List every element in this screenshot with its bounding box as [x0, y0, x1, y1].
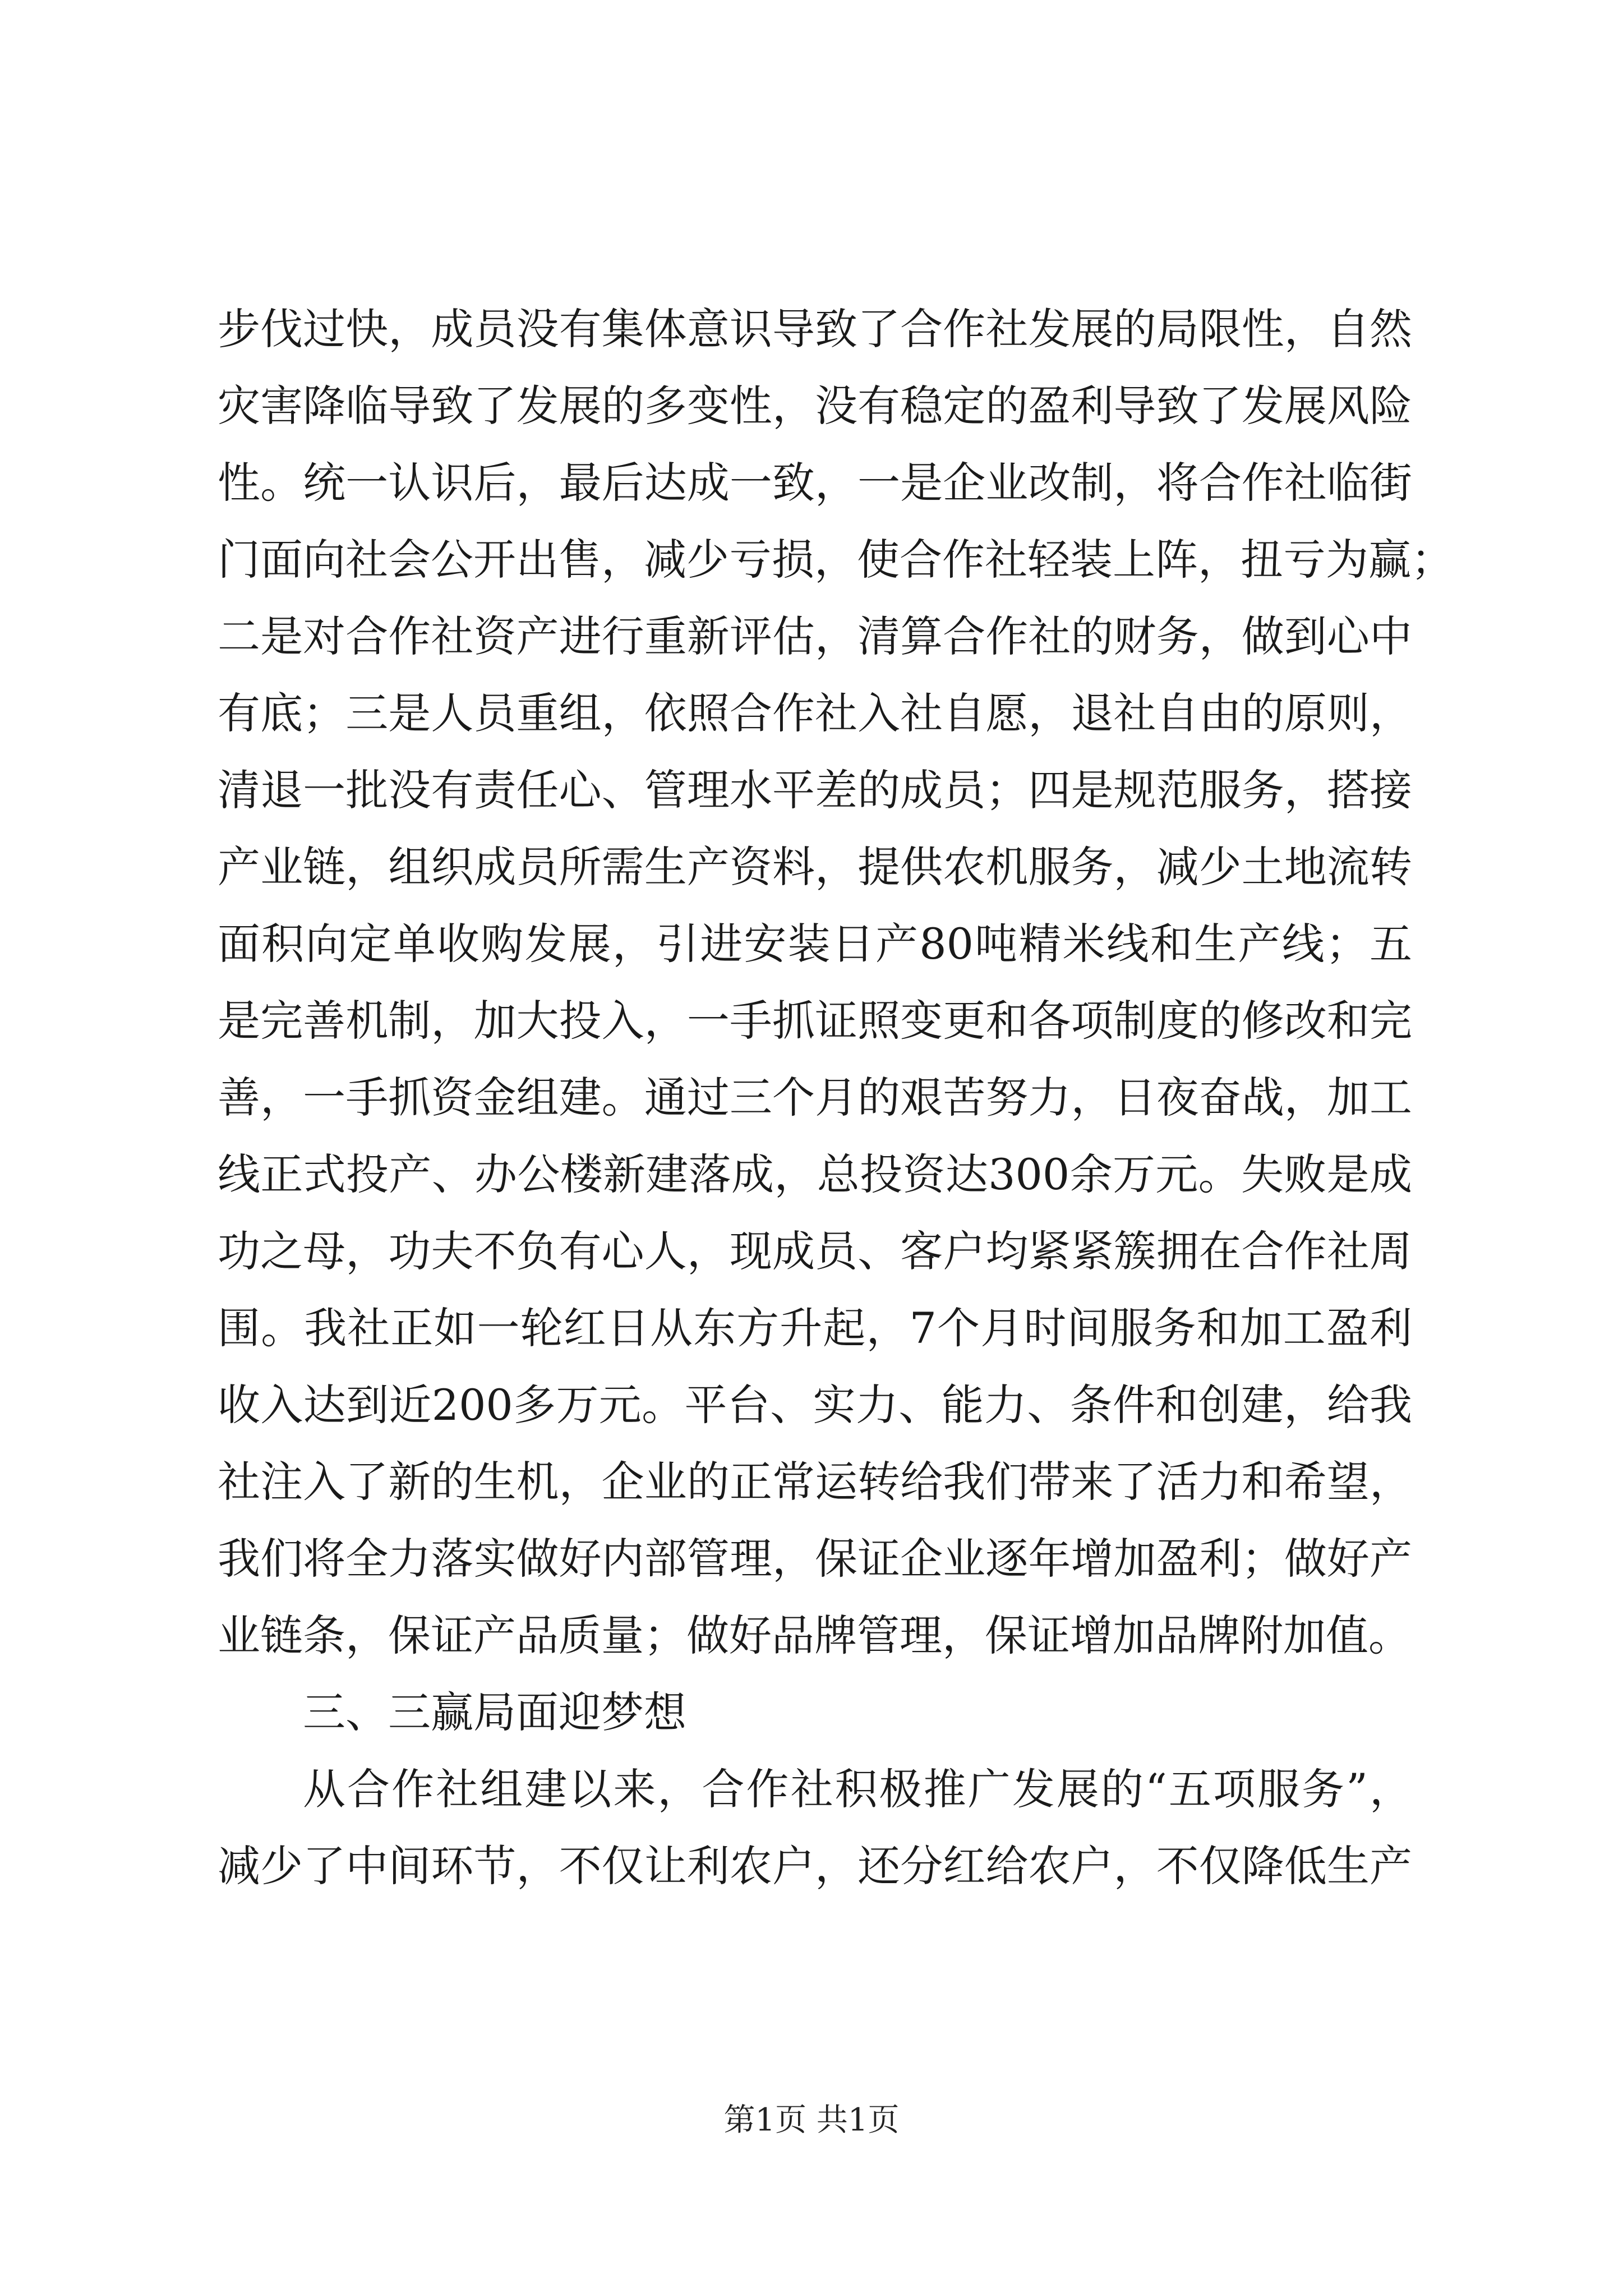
text-line: 清退一批没有责任心、管理水平差的成员；四是规范服务，搭接: [218, 765, 1412, 815]
text-line: 步伐过快，成员没有集体意识导致了合作社发展的局限性，自然: [218, 304, 1412, 354]
text-line: 善，一手抓资金组建。通过三个月的艰苦努力，日夜奋战，加工: [218, 1073, 1412, 1122]
text-line: 是完善机制，加大投入，一手抓证照变更和各项制度的修改和完: [218, 996, 1412, 1046]
text-line: 社注入了新的生机，企业的正常运转给我们带来了活力和希望，: [218, 1457, 1412, 1507]
text-line: 我们将全力落实做好内部管理，保证企业逐年增加盈利；做好产: [218, 1534, 1412, 1584]
text-line: 性。统一认识后，最后达成一致，一是企业改制，将合作社临街: [218, 458, 1412, 508]
text-line: 减少了中间环节，不仅让利农户，还分红给农户，不仅降低生产: [218, 1841, 1412, 1891]
text-line: 灾害降临导致了发展的多变性，没有稳定的盈利导致了发展风险: [218, 381, 1412, 431]
text-line: 收入达到近200多万元。平台、实力、能力、条件和创建，给我: [218, 1380, 1412, 1430]
page-footer: 第1页 共1页: [723, 2102, 900, 2138]
text-line: 从合作社组建以来，合作社积极推广发展的“五项服务”，: [303, 1764, 1412, 1814]
body-text: [218, 291, 1454, 1904]
text-line: 业链条，保证产品质量；做好品牌管理，保证增加品牌附加值。: [218, 1611, 1411, 1660]
text-line: 二是对合作社资产进行重新评估，清算合作社的财务，做到心中: [218, 611, 1412, 661]
section-heading: 三、三赢局面迎梦想: [303, 1687, 686, 1737]
text-line: 线正式投产、办公楼新建落成，总投资达300余万元。失败是成: [218, 1149, 1412, 1199]
text-line: 面积向定单收购发展，引进安装日产80吨精米线和生产线；五: [218, 919, 1412, 969]
text-line: 产业链，组织成员所需生产资料，提供农机服务，减少土地流转: [218, 842, 1412, 892]
text-line: 门面向社会公开出售，减少亏损，使合作社轻装上阵，扭亏为赢；: [218, 535, 1454, 585]
text-line: 有底；三是人员重组，依照合作社入社自愿，退社自由的原则，: [218, 688, 1412, 738]
text-line: 功之母，功夫不负有心人，现成员、客户均紧紧簇拥在合作社周: [218, 1226, 1412, 1276]
text-line: 围。我社正如一轮红日从东方升起，7个月时间服务和加工盈利: [218, 1303, 1412, 1353]
